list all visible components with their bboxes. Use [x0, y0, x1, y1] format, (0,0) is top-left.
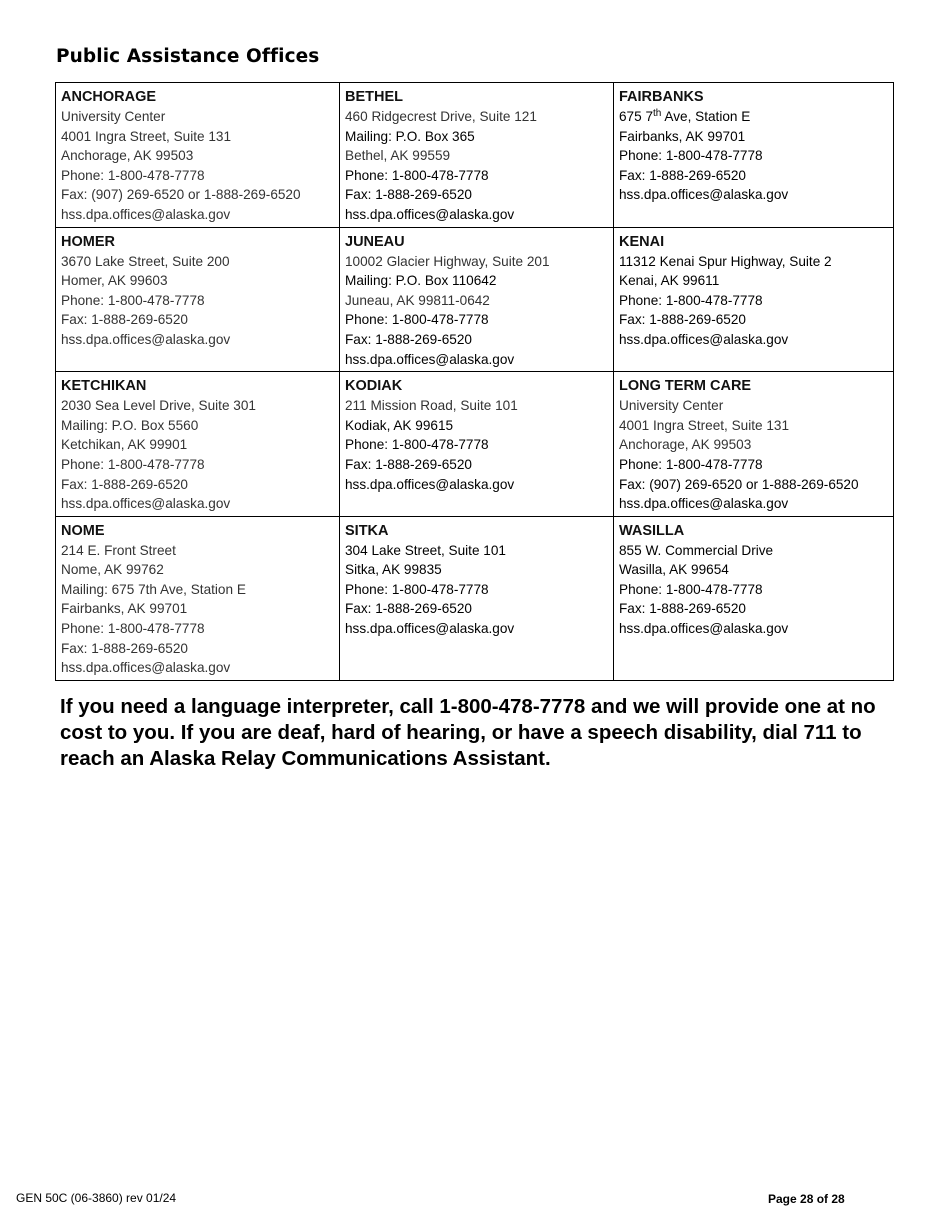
office-name: KODIAK: [345, 378, 403, 395]
office-fax: Fax: 1-888-269-6520: [619, 601, 746, 617]
office-cell-wasilla: [614, 516, 894, 680]
office-fax: Fax: (907) 269-6520 or 1-888-269-6520: [619, 476, 859, 492]
office-phone: Phone: 1-800-478-7778: [345, 581, 489, 597]
office-email[interactable]: hss.dpa.offices@alaska.gov: [619, 187, 789, 203]
form-id: GEN 50C (06-3860) rev 01/24: [16, 1191, 177, 1205]
office-cell-long-term-care: [614, 372, 894, 517]
office-line: 4001 Ingra Street, Suite 131: [619, 417, 790, 433]
office-cell-sitka: [340, 516, 614, 680]
ordinal-suffix: th: [653, 108, 662, 119]
office-phone: Phone: 1-800-478-7778: [619, 456, 763, 472]
office-name: HOMER: [61, 233, 115, 250]
office-name: LONG TERM CARE: [619, 378, 752, 395]
office-phone: Phone: 1-800-478-7778: [619, 581, 763, 597]
office-line: 2030 Sea Level Drive, Suite 301: [61, 398, 256, 414]
office-line: Kenai, AK 99611: [619, 273, 720, 289]
office-phone: Phone: 1-800-478-7778: [345, 437, 489, 453]
office-fax: Fax: 1-888-269-6520: [345, 187, 472, 203]
office-email[interactable]: hss.dpa.offices@alaska.gov: [619, 331, 789, 347]
office-phone: Phone: 1-800-478-7778: [61, 621, 205, 637]
office-line: Wasilla, AK 99654: [619, 562, 729, 578]
office-email[interactable]: hss.dpa.offices@alaska.gov: [345, 351, 515, 367]
office-fax: Fax: 1-888-269-6520: [345, 456, 472, 472]
office-name: WASILLA: [619, 522, 685, 539]
office-cell-kodiak: [340, 372, 614, 517]
office-row: [56, 372, 894, 517]
office-email[interactable]: hss.dpa.offices@alaska.gov: [61, 206, 231, 222]
office-email[interactable]: hss.dpa.offices@alaska.gov: [345, 206, 515, 222]
office-line: Nome, AK 99762: [61, 562, 164, 578]
office-name: FAIRBANKS: [619, 89, 704, 105]
office-line: Juneau, AK 99811-0642: [345, 292, 490, 308]
office-cell-juneau: [340, 227, 614, 372]
office-phone: Phone: 1-800-478-7778: [619, 292, 763, 308]
office-name: NOME: [61, 522, 105, 539]
office-fax: Fax: 1-888-269-6520: [345, 601, 472, 617]
office-email[interactable]: hss.dpa.offices@alaska.gov: [61, 496, 231, 512]
office-line: Ketchikan, AK 99901: [61, 437, 188, 453]
office-line: Homer, AK 99603: [61, 273, 168, 289]
office-line: Fairbanks, AK 99701: [619, 128, 746, 144]
office-fax: Fax: 1-888-269-6520: [61, 640, 188, 656]
office-row: [56, 227, 894, 372]
office-line: Anchorage, AK 99503: [61, 148, 194, 164]
office-phone: Phone: 1-800-478-7778: [61, 167, 205, 183]
office-mailing: Mailing: P.O. Box 365: [345, 128, 475, 144]
office-line: Sitka, AK 99835: [345, 562, 442, 578]
office-line: 211 Mission Road, Suite 101: [345, 398, 518, 414]
office-line: Kodiak, AK 99615: [345, 417, 454, 433]
office-phone: Phone: 1-800-478-7778: [61, 456, 205, 472]
offices-table: [55, 82, 894, 681]
office-phone: Phone: 1-800-478-7778: [345, 167, 489, 183]
office-line: Bethel, AK 99559: [345, 148, 451, 164]
office-fax: Fax: 1-888-269-6520: [619, 312, 746, 328]
office-email[interactable]: hss.dpa.offices@alaska.gov: [61, 331, 231, 347]
office-line: University Center: [619, 398, 724, 414]
office-fax: Fax: 1-888-269-6520: [345, 331, 472, 347]
office-line: 855 W. Commercial Drive: [619, 542, 774, 558]
office-mailing: Mailing: 675 7th Ave, Station E: [61, 581, 246, 597]
page-number: Page 28 of 28: [768, 1192, 845, 1206]
office-line: 304 Lake Street, Suite 101: [345, 542, 506, 558]
office-line: Anchorage, AK 99503: [619, 437, 752, 453]
office-name: BETHEL: [345, 89, 403, 105]
office-phone: Phone: 1-800-478-7778: [61, 292, 205, 308]
office-mailing: Mailing: P.O. Box 5560: [61, 417, 199, 433]
office-row: [56, 83, 894, 228]
office-cell-anchorage: [56, 83, 340, 228]
office-line: 214 E. Front Street: [61, 542, 176, 558]
office-phone: Phone: 1-800-478-7778: [619, 148, 763, 164]
office-line: 11312 Kenai Spur Highway, Suite 2: [619, 253, 832, 269]
office-email[interactable]: hss.dpa.offices@alaska.gov: [619, 496, 789, 512]
office-line: University Center: [61, 109, 166, 124]
office-email[interactable]: hss.dpa.offices@alaska.gov: [61, 660, 231, 676]
office-cell-nome: [56, 516, 340, 680]
office-line: Fairbanks, AK 99701: [61, 601, 188, 617]
office-cell-bethel: [340, 83, 614, 228]
street-number: 675 7: [619, 109, 654, 124]
office-email[interactable]: hss.dpa.offices@alaska.gov: [345, 476, 515, 492]
interpreter-notice: If you need a language interpreter, call 1-800-478-7778 and we will provide one at no cost to you. If you are deaf, hard of hearing, or have a speech disability, dial 711 to reach an Alaska Relay Communications Assistant.: [60, 695, 876, 770]
office-cell-ketchikan: [56, 372, 340, 517]
office-name: SITKA: [345, 522, 389, 539]
office-name: ANCHORAGE: [61, 89, 157, 105]
office-fax: Fax: (907) 269-6520 or 1-888-269-6520: [61, 187, 301, 203]
office-line: 4001 Ingra Street, Suite 131: [61, 128, 232, 144]
office-fax: Fax: 1-888-269-6520: [619, 167, 746, 183]
office-email[interactable]: hss.dpa.offices@alaska.gov: [345, 621, 515, 637]
office-name: KETCHIKAN: [61, 378, 147, 395]
office-line: 10002 Glacier Highway, Suite 201: [345, 253, 550, 269]
street-rest: Ave, Station E: [661, 109, 751, 124]
office-phone: Phone: 1-800-478-7778: [345, 312, 489, 328]
office-fax: Fax: 1-888-269-6520: [61, 312, 188, 328]
office-line: 460 Ridgecrest Drive, Suite 121: [345, 109, 537, 124]
office-fax: Fax: 1-888-269-6520: [61, 476, 188, 492]
office-street: [619, 107, 888, 127]
office-cell-kenai: [614, 227, 894, 372]
office-email[interactable]: hss.dpa.offices@alaska.gov: [619, 621, 789, 637]
office-row: [56, 516, 894, 680]
office-mailing: Mailing: P.O. Box 110642: [345, 273, 497, 289]
office-name: JUNEAU: [345, 233, 405, 250]
office-cell-fairbanks: [614, 83, 894, 228]
page-title: Public Assistance Offices: [56, 46, 320, 67]
office-name: KENAI: [619, 233, 665, 250]
office-cell-homer: [56, 227, 340, 372]
office-line: 3670 Lake Street, Suite 200: [61, 253, 230, 269]
